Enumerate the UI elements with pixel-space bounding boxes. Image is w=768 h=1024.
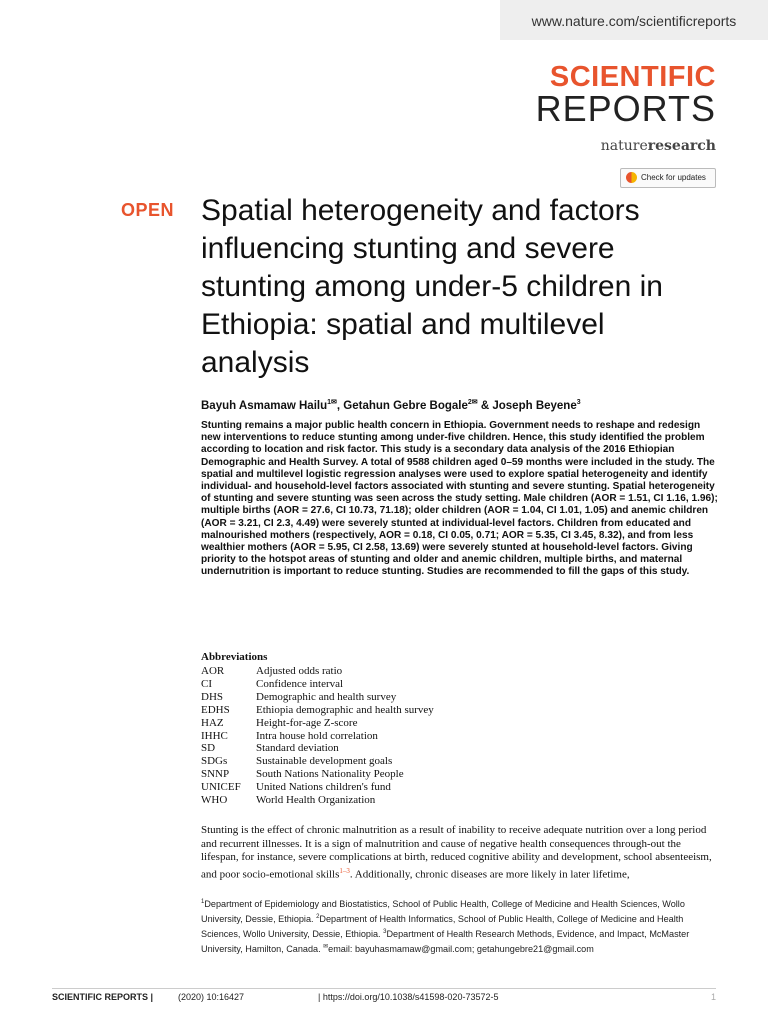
abbreviation-definition: Intra house hold correlation xyxy=(256,729,378,742)
abbreviation-row xyxy=(201,704,531,717)
author-separator: , xyxy=(336,399,344,412)
affiliation-text: Department of Epidemiology and Biostatistics, School of Public Health, College of Medicine and Health Sciences, Wollo University, Dessie, Ethiopia. xyxy=(201,899,685,925)
affiliation-text: Department of Health Informatics, School of Public Health, College of Medicine and Health Sciences, Wollo University, Dessie, Ethiopia. xyxy=(201,914,684,940)
author-name[interactable]: Getahun Gebre Bogale xyxy=(343,399,468,412)
footer-doi-link[interactable]: | https://doi.org/10.1038/s41598-020-73572-5 xyxy=(318,992,499,1002)
abbreviation-row xyxy=(201,755,531,768)
footer-citation: (2020) 10:16427 xyxy=(178,992,245,1002)
abbreviation-definition: Height-for-age Z-score xyxy=(256,716,358,729)
abbreviation-row xyxy=(201,781,531,794)
nature-prefix: nature xyxy=(600,138,648,154)
abbreviations-section xyxy=(201,650,531,807)
abbreviation-definition: Sustainable development goals xyxy=(256,755,393,768)
abbreviation-definition: United Nations children's fund xyxy=(256,781,391,794)
affiliation-text: Department of Health Research Methods, Evidence, and Impact, McMaster University, Hamilton, Canada. xyxy=(201,929,690,955)
abbreviation-definition: Confidence interval xyxy=(256,677,344,690)
abbreviation-term: DHS xyxy=(201,690,224,703)
journal-logo[interactable] xyxy=(535,61,716,129)
email-icon: ✉ xyxy=(323,944,329,951)
author-separator: & xyxy=(477,399,493,412)
abbreviation-term: SNNP xyxy=(201,768,230,781)
author-affiliation-mark: 3 xyxy=(576,399,581,406)
abbreviation-term: CI xyxy=(201,677,212,690)
abbreviation-term: UNICEF xyxy=(201,781,241,794)
author-affiliation-mark: 1✉ xyxy=(327,399,337,406)
abbreviation-definition: South Nations Nationality People xyxy=(256,768,404,781)
check-updates-label: Check for updates xyxy=(641,173,706,182)
logo-line-scientific: SCIENTIFIC xyxy=(549,61,716,93)
nature-research-logo xyxy=(601,138,716,154)
footer-divider xyxy=(52,988,716,989)
introduction-paragraph xyxy=(201,824,721,882)
abbreviation-term: SDGs xyxy=(201,755,228,768)
abbreviation-row xyxy=(201,730,531,743)
affiliations xyxy=(201,896,721,956)
footer-journal: SCIENTIFIC REPORTS | xyxy=(52,992,154,1002)
abbreviation-row xyxy=(201,794,531,807)
abbreviation-definition: Demographic and health survey xyxy=(256,690,397,703)
abbreviation-term: EDHS xyxy=(201,703,230,716)
author-name[interactable]: Joseph Beyene xyxy=(492,399,577,412)
abbreviation-definition: Standard deviation xyxy=(256,742,339,755)
correspondence-email[interactable]: email: bayuhasmamaw@gmail.com; getahungebre21@gmail.com xyxy=(328,944,594,955)
abbreviation-term: HAZ xyxy=(201,716,224,729)
abbreviation-row xyxy=(201,665,531,678)
open-access-label: OPEN xyxy=(121,200,175,220)
nature-suffix: research xyxy=(647,138,716,154)
abbreviation-row xyxy=(201,717,531,730)
abbreviation-definition: Ethiopia demographic and health survey xyxy=(256,703,434,716)
check-for-updates-button[interactable] xyxy=(620,168,716,188)
abbreviation-term: IHHC xyxy=(201,729,228,742)
crossmark-icon xyxy=(626,172,637,183)
citation-link[interactable]: 1–3 xyxy=(339,866,350,875)
author-name[interactable]: Bayuh Asmamaw Hailu xyxy=(201,399,328,412)
abbreviation-term: WHO xyxy=(201,794,228,807)
abbreviation-term: SD xyxy=(201,742,216,755)
page-number: 1 xyxy=(710,992,716,1002)
affiliation-mark: 3 xyxy=(383,929,387,936)
author-affiliation-mark: 2✉ xyxy=(467,399,478,406)
abbreviation-row xyxy=(201,678,531,691)
abbreviation-definition: Adjusted odds ratio xyxy=(256,665,343,677)
abbreviation-row xyxy=(201,768,531,781)
abbreviations-heading: Abbreviations xyxy=(201,651,268,663)
logo-line-reports: REPORTS xyxy=(535,88,716,129)
abbreviation-row xyxy=(201,742,531,755)
affiliation-mark: 1 xyxy=(201,899,205,905)
abbreviation-row xyxy=(201,691,531,704)
intro-text-continued: . Additionally, chronic diseases are more likely in later lifetime, xyxy=(349,868,630,881)
article-title: Spatial heterogeneity and factors influencing stunting and severe stunting among under-5 children in Ethiopia: spatial and multilevel analysis xyxy=(201,194,663,379)
abbreviation-definition: World Health Organization xyxy=(256,794,376,807)
journal-url[interactable]: www.nature.com/scientificreports xyxy=(500,0,768,40)
abbreviation-term: AOR xyxy=(201,665,225,677)
abstract: Stunting remains a major public health concern in Ethiopia. Government needs to reshape and redesign new interventions to reduce stunting among under-five children. Hence, this study identified the problem according to location and risk factor. This study is a secondary data analysis of the 2016 Ethiopian Demographic and Health Survey. A total of 9588 children aged 0–59 months were included in the study. The spatial and multilevel logistic regression analyses were used to explore spatial heterogeneity and identify individual- and household-level factors associated with stunting and severe stunting. Spatial heterogeneity of stunting and severe stunting was seen across the study setting. Male children (AOR = 1.51, CI 1.16, 1.96); multiple births (AOR = 27.6, CI 10.73, 71.18); older children (AOR = 1.04, CI 1.01, 1.05) and anemic children (AOR = 3.21, CI 2.3, 4.49) were severely stunted at individual-level factors. Children from educated and malnourished mothers (respectively, AOR = 0.18, CI 0.05, 0.71; AOR = 5.35, CI 3.45, 8.32), and from less wealthier mothers (AOR = 5.95, CI 2.58, 13.69) were severely stunted at household-level factors. Giving priority to the hotspot areas of stunting and older and anemic children, multiple births, and maternal undernutrition is important to reduce stunting. Studies are recommended to fill the gaps of this study. xyxy=(201,420,718,578)
affiliation-mark: 2 xyxy=(316,914,320,921)
intro-text: Stunting is the effect of chronic malnutrition as a result of inability to receive adequate nutrition over a long period and recurrent illnesses. It is a sign of malnutrition and cause of negative health consequences through-out the lifespan, for instance, severe complications at birth, reduced cognitive ability and development, school absenteeism, and poor socio-emotional skills xyxy=(201,824,712,881)
author-list xyxy=(201,398,581,412)
